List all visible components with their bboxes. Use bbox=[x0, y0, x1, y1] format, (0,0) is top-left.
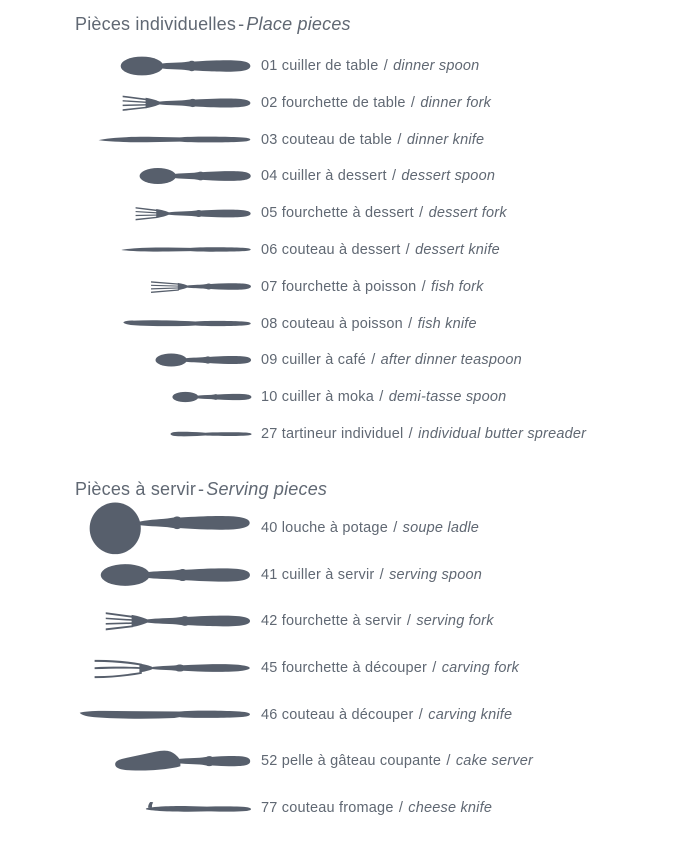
section-title-serving-pieces bbox=[75, 478, 674, 500]
carving-knife-icon bbox=[78, 705, 253, 725]
section-title-fr: Pièces à servir bbox=[75, 478, 197, 499]
label-separator: / bbox=[418, 706, 424, 723]
list-item bbox=[0, 785, 674, 832]
list-item bbox=[0, 505, 674, 552]
cheese-knife-icon bbox=[138, 799, 253, 817]
item-label-en: cake server bbox=[455, 753, 534, 770]
item-label-fr: 46 couteau à découper bbox=[261, 706, 414, 723]
label-separator: / bbox=[408, 425, 413, 442]
item-label-fr: 42 fourchette à servir bbox=[261, 613, 402, 630]
item-label-en: serving fork bbox=[416, 613, 494, 630]
item-label-fr: 77 couteau fromage bbox=[261, 800, 394, 817]
label-separator: / bbox=[398, 800, 404, 817]
item-label-en: dessert fork bbox=[428, 205, 507, 222]
item-label-en: dinner knife bbox=[406, 131, 485, 148]
label-separator: / bbox=[383, 57, 388, 74]
label-separator: / bbox=[379, 389, 384, 406]
list-item bbox=[0, 121, 674, 158]
serving-pieces-list bbox=[0, 505, 674, 832]
list-item bbox=[0, 342, 674, 379]
soup-ladle-icon bbox=[88, 500, 253, 555]
carving-fork-icon bbox=[93, 655, 253, 681]
item-label-en: serving spoon bbox=[389, 566, 482, 583]
list-item bbox=[0, 598, 674, 645]
list-item bbox=[0, 195, 674, 232]
list-item bbox=[0, 232, 674, 269]
item-label-fr: 08 couteau à poisson bbox=[261, 315, 403, 332]
item-label-en: dessert knife bbox=[415, 241, 500, 258]
label-separator: / bbox=[419, 205, 424, 222]
item-label-en: after dinner teaspoon bbox=[380, 352, 522, 369]
section-title-place-pieces bbox=[75, 13, 674, 35]
list-item bbox=[0, 48, 674, 85]
list-item bbox=[0, 158, 674, 195]
dinner-knife-icon bbox=[97, 131, 253, 148]
item-label-fr: 45 fourchette à découper bbox=[261, 660, 428, 677]
item-label-fr: 41 cuiller à servir bbox=[261, 566, 375, 583]
item-label-en: dinner spoon bbox=[393, 57, 480, 74]
label-separator: / bbox=[410, 94, 416, 111]
dessert-knife-icon bbox=[120, 243, 253, 256]
dinner-spoon-icon bbox=[120, 53, 253, 79]
label-separator: / bbox=[379, 566, 384, 583]
list-item bbox=[0, 645, 674, 692]
item-label-en: demi-tasse spoon bbox=[388, 389, 507, 406]
list-item bbox=[0, 416, 674, 453]
item-label-en: individual butter spreader bbox=[418, 425, 587, 442]
label-separator: / bbox=[421, 278, 426, 295]
label-separator: / bbox=[393, 519, 398, 536]
label-separator: / bbox=[371, 352, 376, 369]
label-separator: / bbox=[408, 315, 413, 332]
section-title-fr: Pièces individuelles bbox=[75, 14, 237, 34]
list-item bbox=[0, 305, 674, 342]
butter-spreader-icon bbox=[168, 429, 253, 439]
item-label-en: fish fork bbox=[431, 278, 484, 295]
item-label-fr: 07 fourchette à poisson bbox=[261, 278, 417, 295]
title-separator: - bbox=[198, 478, 205, 499]
list-item bbox=[0, 691, 674, 738]
label-separator: / bbox=[391, 168, 397, 185]
dessert-fork-icon bbox=[135, 204, 253, 223]
label-separator: / bbox=[446, 753, 451, 770]
place-pieces-list bbox=[0, 48, 674, 453]
serving-spoon-icon bbox=[100, 560, 253, 590]
label-separator: / bbox=[432, 660, 437, 677]
demi-tasse-spoon-icon bbox=[172, 390, 253, 404]
fish-fork-icon bbox=[150, 278, 253, 295]
teaspoon-icon bbox=[155, 351, 253, 369]
section-title-en: Place pieces bbox=[246, 14, 351, 34]
item-label-en: carving fork bbox=[441, 660, 520, 677]
item-label-en: carving knife bbox=[428, 706, 513, 723]
dessert-spoon-icon bbox=[139, 165, 253, 187]
list-item bbox=[0, 738, 674, 785]
item-label-fr: 02 fourchette de table bbox=[261, 94, 406, 111]
list-item bbox=[0, 551, 674, 598]
section-title-en: Serving pieces bbox=[206, 478, 328, 499]
fish-knife-icon bbox=[122, 316, 253, 331]
item-label-en: dinner fork bbox=[420, 94, 492, 111]
item-label-en: dessert spoon bbox=[401, 168, 496, 185]
item-label-fr: 04 cuiller à dessert bbox=[261, 168, 387, 185]
item-label-en: soupe ladle bbox=[402, 519, 480, 536]
label-separator: / bbox=[406, 613, 412, 630]
item-label-fr: 27 tartineur individuel bbox=[261, 425, 404, 442]
item-label-fr: 10 cuiller à moka bbox=[261, 389, 375, 406]
item-label-fr: 01 cuiller de table bbox=[261, 57, 379, 74]
item-label-fr: 06 couteau à dessert bbox=[261, 241, 401, 258]
serving-fork-icon bbox=[105, 608, 253, 634]
item-label-fr: 09 cuiller à café bbox=[261, 352, 366, 369]
item-label-en: fish knife bbox=[417, 315, 477, 332]
item-label-fr: 40 louche à potage bbox=[261, 519, 388, 536]
cake-server-icon bbox=[112, 745, 253, 777]
item-label-fr: 05 fourchette à dessert bbox=[261, 205, 414, 222]
list-item bbox=[0, 268, 674, 305]
item-label-en: cheese knife bbox=[408, 800, 493, 817]
label-separator: / bbox=[405, 241, 410, 258]
item-label-fr: 52 pelle à gâteau coupante bbox=[261, 753, 442, 770]
list-item bbox=[0, 379, 674, 416]
title-separator: - bbox=[238, 14, 245, 34]
dinner-fork-icon bbox=[122, 92, 253, 114]
list-item bbox=[0, 84, 674, 121]
label-separator: / bbox=[397, 131, 402, 148]
item-label-fr: 03 couteau de table bbox=[261, 131, 393, 148]
